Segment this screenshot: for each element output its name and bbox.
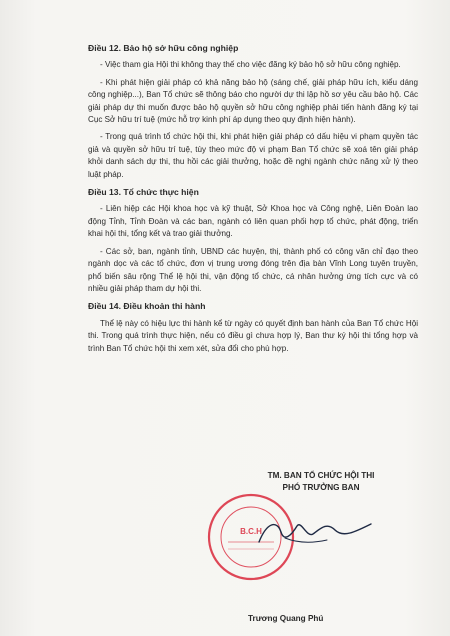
signature-line-position: PHÓ TRƯỞNG BAN xyxy=(282,482,360,492)
article-12 xyxy=(88,42,418,181)
signature-title-block xyxy=(226,470,416,493)
article-heading: Điều 12. Bảo hộ sở hữu công nghiệp xyxy=(88,43,239,53)
paragraph: - Việc tham gia Hội thi không thay thế cho việc đăng ký bảo hộ sở hữu công nghiệp. xyxy=(100,60,401,70)
signature-line-organization: TM. BAN TỔ CHỨC HỘI THI xyxy=(267,471,375,480)
signer-name: Trương Quang Phú xyxy=(248,614,324,623)
article-14 xyxy=(88,300,418,355)
paragraph: - Trong quá trình tổ chức hội thi, khi phát hiện giải pháp có dấu hiệu vi phạm quyền tác giả và quyền sở hữu trí tuệ, tùy theo mức độ vi phạm Ban Tổ chức sẽ xoá tên giải pháp khỏi danh sách dự thi, thu hồi các giải thưởng, hoặc đề nghị ngành chức năng xử lý theo luật pháp. xyxy=(88,132,418,179)
seal-center-text: B.C.H xyxy=(240,527,262,536)
paragraph: - Khi phát hiện giải pháp có khả năng bảo hộ (sáng chế, giải pháp hữu ích, kiểu dáng công nghiệp...), Ban Tổ chức sẽ thông báo cho người dự thi lập hồ sơ yêu cầu bảo hộ. Các giải pháp dự thi muốn được bảo hộ quyền sở hữu công nghiệp phải tiến hành đăng ký tại Cục Sở hữu trí tuệ (mức hỗ trợ kinh phí áp dụng theo quy định hiện hành). xyxy=(88,77,418,125)
handwritten-signature xyxy=(255,512,375,552)
paragraph: - Liên hiệp các Hội khoa học và kỹ thuật, Sở Khoa học và Công nghệ, Liên Đoàn lao động Tỉnh, Tỉnh Đoàn và các ban, ngành có liên quan phối hợp tổ chức, phát động, triển khai hội thi, tổng kết và trao giải thưởng. xyxy=(88,204,418,239)
paragraph: - Các sở, ban, ngành tỉnh, UBND các huyện, thị, thành phố có công văn chỉ đạo theo ngành dọc và các tổ chức, đơn vị trung ương đóng trên địa bàn Vĩnh Long tuyên truyền, phổ biến sâu rộng Thể lệ hội thi, vận động tổ chức, cá nhân hưởng ứng tích cực và có nhiều giải pháp tham dự hội thi. xyxy=(88,246,418,293)
article-heading: Điều 14. Điều khoản thi hành xyxy=(88,301,206,312)
document-body xyxy=(88,42,418,360)
article-heading: Điều 13. Tổ chức thực hiện xyxy=(88,187,199,198)
paragraph: Thể lệ này có hiệu lực thi hành kể từ ngày có quyết định ban hành của Ban Tổ chức Hội thi. Trong quá trình thực hiện, nếu có điều gì chưa hợp lý, Ban thư ký hội thi tổng hợp và trình Ban Tổ chức hội thi xem xét, sửa đổi cho phù hợp. xyxy=(88,318,418,353)
article-13 xyxy=(88,186,418,295)
